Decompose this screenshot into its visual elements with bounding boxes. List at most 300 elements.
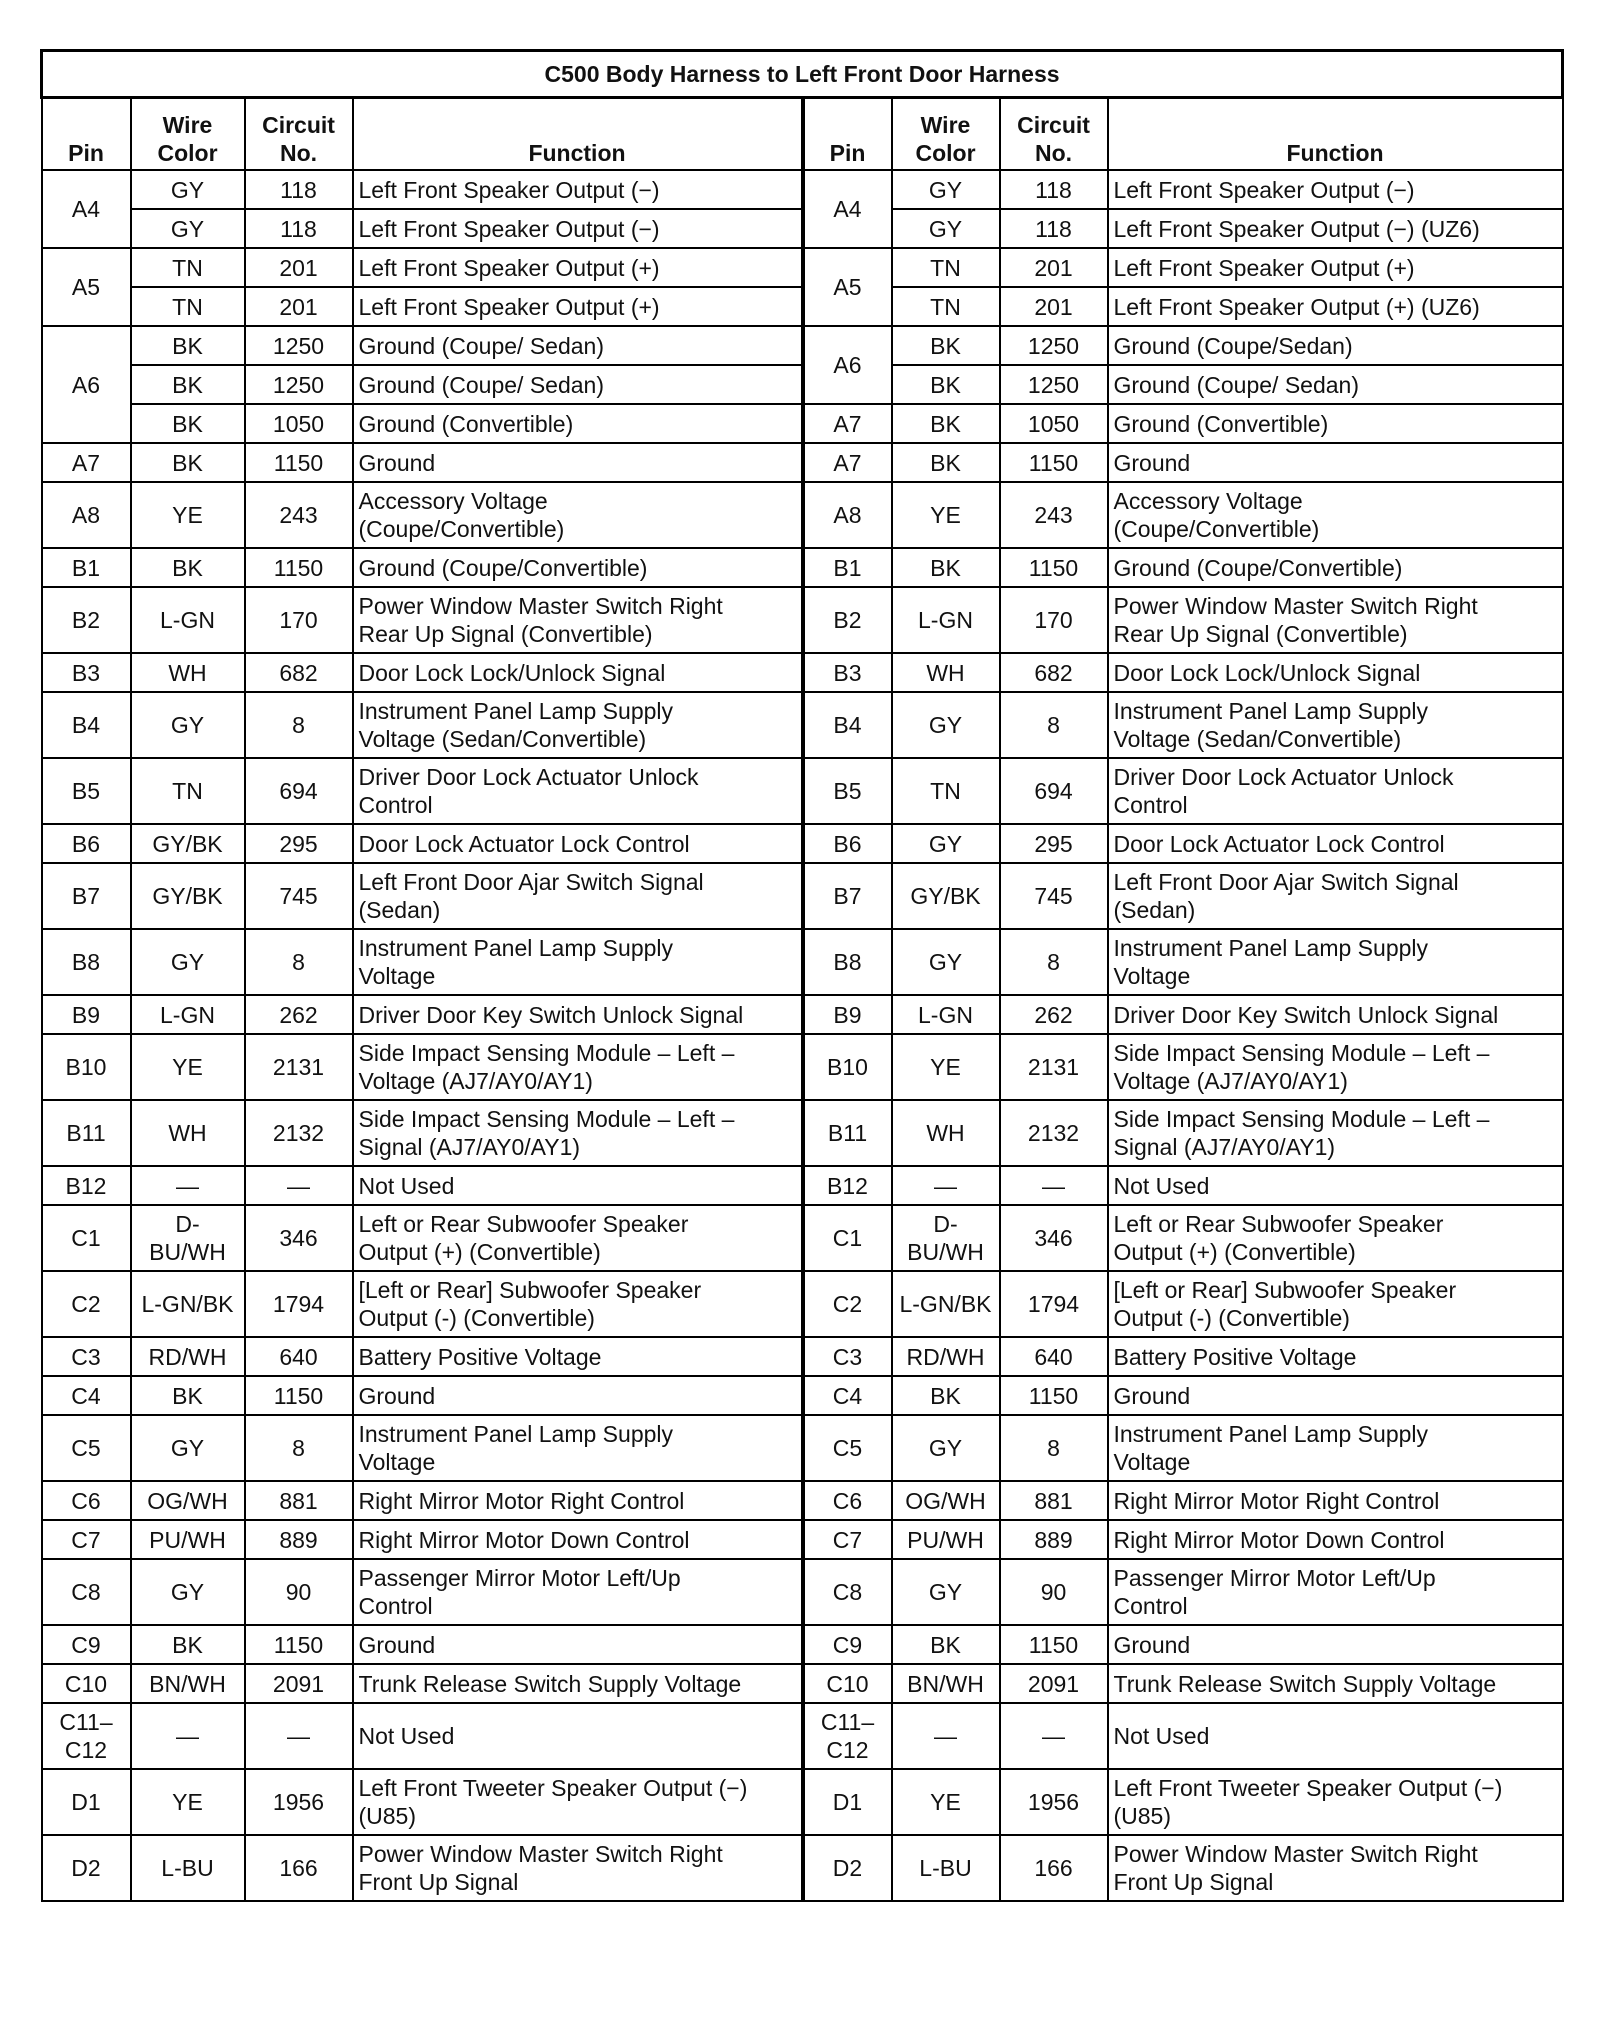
circuit-cell: 1050 bbox=[1000, 404, 1108, 443]
function-cell: Left or Rear Subwoofer Speaker Output (+) (Convertible) bbox=[1108, 1205, 1563, 1271]
wire-color-cell: TN bbox=[892, 248, 1000, 287]
header-circuit-no: Circuit No. bbox=[1000, 98, 1108, 171]
function-cell: Driver Door Lock Actuator Unlock Control bbox=[1108, 758, 1563, 824]
pin-cell: B2 bbox=[42, 587, 131, 653]
circuit-cell: 1250 bbox=[1000, 365, 1108, 404]
function-cell: Accessory Voltage (Coupe/Convertible) bbox=[353, 482, 803, 548]
wire-color-cell: GY bbox=[131, 170, 245, 209]
table-row bbox=[42, 287, 1563, 326]
function-cell: Ground bbox=[1108, 443, 1563, 482]
function-cell: Passenger Mirror Motor Left/Up Control bbox=[353, 1559, 803, 1625]
function-cell: Battery Positive Voltage bbox=[353, 1337, 803, 1376]
function-cell: Instrument Panel Lamp Supply Voltage (Sedan/Convertible) bbox=[353, 692, 803, 758]
pin-cell: B2 bbox=[803, 587, 892, 653]
function-cell: Left Front Tweeter Speaker Output (−) (U85) bbox=[353, 1769, 803, 1835]
function-cell: Driver Door Lock Actuator Unlock Control bbox=[353, 758, 803, 824]
function-cell: Ground bbox=[353, 1376, 803, 1415]
header-wire-color: Wire Color bbox=[131, 98, 245, 171]
wire-color-cell: L-GN/BK bbox=[131, 1271, 245, 1337]
pin-cell: B9 bbox=[803, 995, 892, 1034]
circuit-cell: 201 bbox=[1000, 248, 1108, 287]
wire-color-cell: GY bbox=[892, 692, 1000, 758]
wire-color-cell: YE bbox=[131, 482, 245, 548]
circuit-cell: 346 bbox=[1000, 1205, 1108, 1271]
wire-color-cell: L-GN/BK bbox=[892, 1271, 1000, 1337]
wire-color-cell: GY bbox=[892, 824, 1000, 863]
pin-cell: A6 bbox=[42, 326, 131, 443]
wire-color-cell: TN bbox=[131, 248, 245, 287]
wire-color-cell: YE bbox=[892, 1769, 1000, 1835]
table-row bbox=[42, 692, 1563, 758]
pin-cell: C8 bbox=[803, 1559, 892, 1625]
wire-color-cell: L-GN bbox=[892, 995, 1000, 1034]
wire-color-cell: TN bbox=[131, 287, 245, 326]
wire-color-cell: YE bbox=[131, 1034, 245, 1100]
circuit-cell: 2131 bbox=[1000, 1034, 1108, 1100]
function-cell: Instrument Panel Lamp Supply Voltage (Sedan/Convertible) bbox=[1108, 692, 1563, 758]
circuit-cell: 2131 bbox=[245, 1034, 353, 1100]
wire-color-cell: BK bbox=[892, 326, 1000, 365]
table-row bbox=[42, 653, 1563, 692]
function-cell: Left Front Speaker Output (−) (UZ6) bbox=[1108, 209, 1563, 248]
circuit-cell: 166 bbox=[1000, 1835, 1108, 1901]
function-cell: Trunk Release Switch Supply Voltage bbox=[353, 1664, 803, 1703]
table-row bbox=[42, 548, 1563, 587]
circuit-cell: 881 bbox=[1000, 1481, 1108, 1520]
header-wire-color: Wire Color bbox=[892, 98, 1000, 171]
circuit-cell: 889 bbox=[1000, 1520, 1108, 1559]
wire-color-cell: TN bbox=[892, 287, 1000, 326]
table-row bbox=[42, 1625, 1563, 1664]
wire-color-cell: YE bbox=[892, 482, 1000, 548]
wire-color-cell: GY bbox=[131, 1559, 245, 1625]
function-cell: Accessory Voltage (Coupe/Convertible) bbox=[1108, 482, 1563, 548]
wire-color-cell: WH bbox=[892, 1100, 1000, 1166]
function-cell: Side Impact Sensing Module – Left – Signal (AJ7/AY0/AY1) bbox=[353, 1100, 803, 1166]
function-cell: [Left or Rear] Subwoofer Speaker Output (-) (Convertible) bbox=[353, 1271, 803, 1337]
function-cell: Ground bbox=[1108, 1376, 1563, 1415]
pin-cell: C10 bbox=[803, 1664, 892, 1703]
wire-color-cell: GY bbox=[892, 1415, 1000, 1481]
function-cell: Not Used bbox=[1108, 1703, 1563, 1769]
pin-cell: B6 bbox=[42, 824, 131, 863]
table-row bbox=[42, 482, 1563, 548]
table-row bbox=[42, 170, 1563, 209]
pin-cell: A7 bbox=[803, 443, 892, 482]
table-row bbox=[42, 1034, 1563, 1100]
pin-cell: A6 bbox=[803, 326, 892, 404]
circuit-cell: 2091 bbox=[245, 1664, 353, 1703]
wire-color-cell: BK bbox=[131, 365, 245, 404]
wire-color-cell: GY bbox=[892, 170, 1000, 209]
circuit-cell: 1150 bbox=[245, 1625, 353, 1664]
pin-cell: B12 bbox=[803, 1166, 892, 1205]
circuit-cell: — bbox=[245, 1166, 353, 1205]
wire-color-cell: L-GN bbox=[131, 995, 245, 1034]
function-cell: Not Used bbox=[353, 1703, 803, 1769]
pin-cell: D2 bbox=[42, 1835, 131, 1901]
table-row bbox=[42, 326, 1563, 365]
wire-color-cell: GY/BK bbox=[892, 863, 1000, 929]
pin-cell: C3 bbox=[803, 1337, 892, 1376]
circuit-cell: 170 bbox=[1000, 587, 1108, 653]
wire-color-cell: RD/WH bbox=[131, 1337, 245, 1376]
pin-cell: A5 bbox=[803, 248, 892, 326]
pin-cell: B7 bbox=[803, 863, 892, 929]
pin-cell: C3 bbox=[42, 1337, 131, 1376]
function-cell: Door Lock Actuator Lock Control bbox=[1108, 824, 1563, 863]
pin-cell: A7 bbox=[42, 443, 131, 482]
function-cell: Driver Door Key Switch Unlock Signal bbox=[1108, 995, 1563, 1034]
function-cell: Left Front Speaker Output (−) bbox=[1108, 170, 1563, 209]
function-cell: Ground bbox=[353, 443, 803, 482]
pin-cell: C5 bbox=[42, 1415, 131, 1481]
table-row bbox=[42, 1520, 1563, 1559]
circuit-cell: 694 bbox=[245, 758, 353, 824]
circuit-cell: 1150 bbox=[1000, 548, 1108, 587]
circuit-cell: 2091 bbox=[1000, 1664, 1108, 1703]
circuit-cell: 201 bbox=[1000, 287, 1108, 326]
pin-cell: C6 bbox=[803, 1481, 892, 1520]
table-row bbox=[42, 863, 1563, 929]
circuit-cell: 346 bbox=[245, 1205, 353, 1271]
function-cell: Left Front Door Ajar Switch Signal (Sedan) bbox=[353, 863, 803, 929]
function-cell: Instrument Panel Lamp Supply Voltage bbox=[1108, 1415, 1563, 1481]
circuit-cell: 1250 bbox=[1000, 326, 1108, 365]
table-row bbox=[42, 1415, 1563, 1481]
pin-cell: C11– C12 bbox=[42, 1703, 131, 1769]
function-cell: Side Impact Sensing Module – Left – Voltage (AJ7/AY0/AY1) bbox=[1108, 1034, 1563, 1100]
function-cell: Ground (Convertible) bbox=[353, 404, 803, 443]
function-cell: Ground (Coupe/Convertible) bbox=[1108, 548, 1563, 587]
wire-color-cell: BK bbox=[892, 443, 1000, 482]
wire-color-cell: YE bbox=[131, 1769, 245, 1835]
table-row bbox=[42, 1559, 1563, 1625]
circuit-cell: 682 bbox=[1000, 653, 1108, 692]
pin-cell: C6 bbox=[42, 1481, 131, 1520]
wire-color-cell: BK bbox=[892, 548, 1000, 587]
pin-cell: B7 bbox=[42, 863, 131, 929]
wire-color-cell: GY bbox=[131, 209, 245, 248]
table-row bbox=[42, 1100, 1563, 1166]
wire-color-cell: BK bbox=[892, 1376, 1000, 1415]
function-cell: Right Mirror Motor Right Control bbox=[1108, 1481, 1563, 1520]
circuit-cell: 8 bbox=[1000, 929, 1108, 995]
function-cell: Ground bbox=[1108, 1625, 1563, 1664]
circuit-cell: 1794 bbox=[245, 1271, 353, 1337]
pin-cell: B8 bbox=[803, 929, 892, 995]
wire-color-cell: L-BU bbox=[892, 1835, 1000, 1901]
function-cell: Right Mirror Motor Down Control bbox=[1108, 1520, 1563, 1559]
wire-color-cell: GY bbox=[892, 929, 1000, 995]
circuit-cell: 1150 bbox=[245, 548, 353, 587]
circuit-cell: 1956 bbox=[1000, 1769, 1108, 1835]
circuit-cell: 262 bbox=[245, 995, 353, 1034]
circuit-cell: 1956 bbox=[245, 1769, 353, 1835]
circuit-cell: 118 bbox=[1000, 170, 1108, 209]
wire-color-cell: — bbox=[131, 1166, 245, 1205]
function-cell: Door Lock Lock/Unlock Signal bbox=[353, 653, 803, 692]
pin-cell: C4 bbox=[42, 1376, 131, 1415]
wire-color-cell: BN/WH bbox=[131, 1664, 245, 1703]
circuit-cell: 1150 bbox=[245, 1376, 353, 1415]
table-row bbox=[42, 404, 1563, 443]
pin-cell: B4 bbox=[803, 692, 892, 758]
table-row bbox=[42, 1166, 1563, 1205]
table-row bbox=[42, 1664, 1563, 1703]
wire-color-cell: BK bbox=[131, 1376, 245, 1415]
function-cell: Ground bbox=[353, 1625, 803, 1664]
function-cell: Left Front Speaker Output (−) bbox=[353, 209, 803, 248]
function-cell: Instrument Panel Lamp Supply Voltage bbox=[353, 929, 803, 995]
wire-color-cell: GY/BK bbox=[131, 863, 245, 929]
circuit-cell: 8 bbox=[1000, 1415, 1108, 1481]
function-cell: Side Impact Sensing Module – Left – Signal (AJ7/AY0/AY1) bbox=[1108, 1100, 1563, 1166]
pin-cell: B12 bbox=[42, 1166, 131, 1205]
circuit-cell: 1050 bbox=[245, 404, 353, 443]
circuit-cell: 243 bbox=[1000, 482, 1108, 548]
table-row bbox=[42, 365, 1563, 404]
circuit-cell: 201 bbox=[245, 287, 353, 326]
table-row bbox=[42, 1337, 1563, 1376]
wire-color-cell: L-GN bbox=[892, 587, 1000, 653]
pin-cell: B6 bbox=[803, 824, 892, 863]
function-cell: Right Mirror Motor Right Control bbox=[353, 1481, 803, 1520]
wire-color-cell: WH bbox=[131, 653, 245, 692]
header-circuit-no: Circuit No. bbox=[245, 98, 353, 171]
wire-color-cell: OG/WH bbox=[892, 1481, 1000, 1520]
circuit-cell: 1150 bbox=[1000, 1376, 1108, 1415]
table-title: C500 Body Harness to Left Front Door Harness bbox=[42, 51, 1563, 98]
function-cell: Ground (Coupe/Sedan) bbox=[1108, 326, 1563, 365]
circuit-cell: 8 bbox=[245, 1415, 353, 1481]
circuit-cell: 118 bbox=[245, 209, 353, 248]
function-cell: Instrument Panel Lamp Supply Voltage bbox=[353, 1415, 803, 1481]
table-row bbox=[42, 209, 1563, 248]
function-cell: Trunk Release Switch Supply Voltage bbox=[1108, 1664, 1563, 1703]
wire-color-cell: GY bbox=[131, 1415, 245, 1481]
wire-color-cell: D- BU/WH bbox=[892, 1205, 1000, 1271]
pin-cell: B1 bbox=[803, 548, 892, 587]
pin-cell: A8 bbox=[42, 482, 131, 548]
table-row bbox=[42, 1835, 1563, 1901]
function-cell: Driver Door Key Switch Unlock Signal bbox=[353, 995, 803, 1034]
circuit-cell: — bbox=[245, 1703, 353, 1769]
pin-cell: A5 bbox=[42, 248, 131, 326]
circuit-cell: 118 bbox=[245, 170, 353, 209]
function-cell: Ground (Coupe/ Sedan) bbox=[353, 365, 803, 404]
pin-cell: B9 bbox=[42, 995, 131, 1034]
pin-cell: D1 bbox=[42, 1769, 131, 1835]
pin-cell: B3 bbox=[42, 653, 131, 692]
pin-cell: B8 bbox=[42, 929, 131, 995]
circuit-cell: 745 bbox=[245, 863, 353, 929]
function-cell: Left Front Speaker Output (+) bbox=[353, 248, 803, 287]
circuit-cell: 1250 bbox=[245, 365, 353, 404]
pin-cell: B5 bbox=[803, 758, 892, 824]
table-row bbox=[42, 248, 1563, 287]
wire-color-cell: GY bbox=[892, 1559, 1000, 1625]
table-row bbox=[42, 824, 1563, 863]
pin-cell: C2 bbox=[803, 1271, 892, 1337]
circuit-cell: 1250 bbox=[245, 326, 353, 365]
function-cell: Ground (Coupe/ Sedan) bbox=[1108, 365, 1563, 404]
wire-color-cell: PU/WH bbox=[892, 1520, 1000, 1559]
function-cell: Ground (Coupe/ Sedan) bbox=[353, 326, 803, 365]
circuit-cell: 201 bbox=[245, 248, 353, 287]
pin-cell: A4 bbox=[42, 170, 131, 248]
wire-color-cell: TN bbox=[892, 758, 1000, 824]
column-headers bbox=[42, 98, 1563, 171]
pin-cell: C8 bbox=[42, 1559, 131, 1625]
wire-color-cell: YE bbox=[892, 1034, 1000, 1100]
circuit-cell: 118 bbox=[1000, 209, 1108, 248]
circuit-cell: 881 bbox=[245, 1481, 353, 1520]
function-cell: Left Front Speaker Output (+) (UZ6) bbox=[1108, 287, 1563, 326]
table-row bbox=[42, 1769, 1563, 1835]
wire-color-cell: GY bbox=[131, 929, 245, 995]
pin-cell: C9 bbox=[42, 1625, 131, 1664]
wire-color-cell: GY/BK bbox=[131, 824, 245, 863]
table-row bbox=[42, 1481, 1563, 1520]
circuit-cell: 1150 bbox=[1000, 443, 1108, 482]
wire-color-cell: RD/WH bbox=[892, 1337, 1000, 1376]
pin-cell: B5 bbox=[42, 758, 131, 824]
pin-cell: C5 bbox=[803, 1415, 892, 1481]
pin-cell: C1 bbox=[42, 1205, 131, 1271]
pin-cell: C9 bbox=[803, 1625, 892, 1664]
circuit-cell: 682 bbox=[245, 653, 353, 692]
pin-cell: B11 bbox=[42, 1100, 131, 1166]
wire-color-cell: D- BU/WH bbox=[131, 1205, 245, 1271]
wire-color-cell: OG/WH bbox=[131, 1481, 245, 1520]
pin-cell: C11– C12 bbox=[803, 1703, 892, 1769]
header-pin: Pin bbox=[803, 98, 892, 171]
pin-cell: A7 bbox=[803, 404, 892, 443]
function-cell: Door Lock Lock/Unlock Signal bbox=[1108, 653, 1563, 692]
table-body bbox=[42, 170, 1563, 1901]
table-row bbox=[42, 1205, 1563, 1271]
table-row bbox=[42, 587, 1563, 653]
circuit-cell: 295 bbox=[1000, 824, 1108, 863]
function-cell: Left Front Door Ajar Switch Signal (Sedan) bbox=[1108, 863, 1563, 929]
circuit-cell: — bbox=[1000, 1166, 1108, 1205]
function-cell: Battery Positive Voltage bbox=[1108, 1337, 1563, 1376]
wire-color-cell: TN bbox=[131, 758, 245, 824]
circuit-cell: — bbox=[1000, 1703, 1108, 1769]
circuit-cell: 2132 bbox=[245, 1100, 353, 1166]
pin-cell: B1 bbox=[42, 548, 131, 587]
table-row bbox=[42, 995, 1563, 1034]
circuit-cell: 2132 bbox=[1000, 1100, 1108, 1166]
pin-cell: C1 bbox=[803, 1205, 892, 1271]
function-cell: Power Window Master Switch Right Front Up Signal bbox=[353, 1835, 803, 1901]
wire-color-cell: GY bbox=[131, 692, 245, 758]
pin-cell: B10 bbox=[803, 1034, 892, 1100]
function-cell: Ground (Coupe/Convertible) bbox=[353, 548, 803, 587]
wire-color-cell: BK bbox=[131, 404, 245, 443]
wire-color-cell: L-GN bbox=[131, 587, 245, 653]
wire-color-cell: GY bbox=[892, 209, 1000, 248]
circuit-cell: 90 bbox=[245, 1559, 353, 1625]
function-cell: Ground (Convertible) bbox=[1108, 404, 1563, 443]
circuit-cell: 1150 bbox=[245, 443, 353, 482]
circuit-cell: 8 bbox=[245, 692, 353, 758]
pin-cell: C7 bbox=[803, 1520, 892, 1559]
wire-color-cell: — bbox=[892, 1166, 1000, 1205]
pin-cell: B10 bbox=[42, 1034, 131, 1100]
pin-cell: A8 bbox=[803, 482, 892, 548]
wire-color-cell: BK bbox=[892, 1625, 1000, 1664]
wire-color-cell: PU/WH bbox=[131, 1520, 245, 1559]
function-cell: Instrument Panel Lamp Supply Voltage bbox=[1108, 929, 1563, 995]
table-row bbox=[42, 758, 1563, 824]
function-cell: Not Used bbox=[353, 1166, 803, 1205]
function-cell: Power Window Master Switch Right Front Up Signal bbox=[1108, 1835, 1563, 1901]
circuit-cell: 243 bbox=[245, 482, 353, 548]
function-cell: Left or Rear Subwoofer Speaker Output (+) (Convertible) bbox=[353, 1205, 803, 1271]
wire-color-cell: BN/WH bbox=[892, 1664, 1000, 1703]
table-row bbox=[42, 1376, 1563, 1415]
function-cell: Right Mirror Motor Down Control bbox=[353, 1520, 803, 1559]
circuit-cell: 262 bbox=[1000, 995, 1108, 1034]
wire-color-cell: BK bbox=[892, 365, 1000, 404]
circuit-cell: 8 bbox=[245, 929, 353, 995]
circuit-cell: 1150 bbox=[1000, 1625, 1108, 1664]
pin-cell: B3 bbox=[803, 653, 892, 692]
wire-color-cell: L-BU bbox=[131, 1835, 245, 1901]
pin-cell: C10 bbox=[42, 1664, 131, 1703]
circuit-cell: 90 bbox=[1000, 1559, 1108, 1625]
table-row bbox=[42, 1703, 1563, 1769]
function-cell: Left Front Speaker Output (−) bbox=[353, 170, 803, 209]
circuit-cell: 8 bbox=[1000, 692, 1108, 758]
table-row bbox=[42, 1271, 1563, 1337]
function-cell: [Left or Rear] Subwoofer Speaker Output (-) (Convertible) bbox=[1108, 1271, 1563, 1337]
wire-color-cell: WH bbox=[892, 653, 1000, 692]
function-cell: Left Front Speaker Output (+) bbox=[1108, 248, 1563, 287]
circuit-cell: 694 bbox=[1000, 758, 1108, 824]
function-cell: Passenger Mirror Motor Left/Up Control bbox=[1108, 1559, 1563, 1625]
function-cell: Not Used bbox=[1108, 1166, 1563, 1205]
circuit-cell: 640 bbox=[245, 1337, 353, 1376]
function-cell: Left Front Tweeter Speaker Output (−) (U85) bbox=[1108, 1769, 1563, 1835]
pin-cell: B11 bbox=[803, 1100, 892, 1166]
function-cell: Left Front Speaker Output (+) bbox=[353, 287, 803, 326]
pin-cell: C4 bbox=[803, 1376, 892, 1415]
header-pin: Pin bbox=[42, 98, 131, 171]
circuit-cell: 889 bbox=[245, 1520, 353, 1559]
circuit-cell: 745 bbox=[1000, 863, 1108, 929]
wire-color-cell: BK bbox=[131, 443, 245, 482]
table-row bbox=[42, 443, 1563, 482]
circuit-cell: 166 bbox=[245, 1835, 353, 1901]
circuit-cell: 640 bbox=[1000, 1337, 1108, 1376]
pin-cell: D2 bbox=[803, 1835, 892, 1901]
pin-cell: C7 bbox=[42, 1520, 131, 1559]
function-cell: Door Lock Actuator Lock Control bbox=[353, 824, 803, 863]
header-function: Function bbox=[353, 98, 803, 171]
wire-color-cell: BK bbox=[131, 1625, 245, 1664]
circuit-cell: 170 bbox=[245, 587, 353, 653]
pin-cell: D1 bbox=[803, 1769, 892, 1835]
wire-color-cell: WH bbox=[131, 1100, 245, 1166]
function-cell: Side Impact Sensing Module – Left – Voltage (AJ7/AY0/AY1) bbox=[353, 1034, 803, 1100]
header-function: Function bbox=[1108, 98, 1563, 171]
wire-color-cell: — bbox=[892, 1703, 1000, 1769]
wire-color-cell: BK bbox=[131, 548, 245, 587]
wire-color-cell: — bbox=[131, 1703, 245, 1769]
